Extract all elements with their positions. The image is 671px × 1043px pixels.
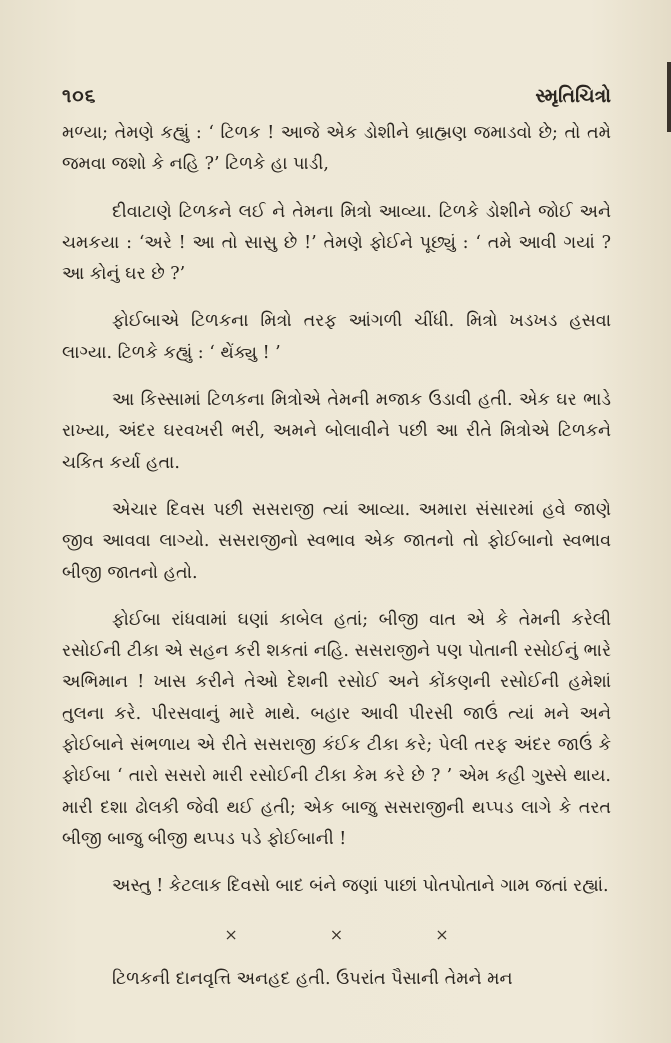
section-separator — [62, 919, 611, 950]
paragraph-1: મળ્યા; તેમણે કહ્યું : ‘ ટિળક ! આજે એક ડોશીને બ્રાહ્મણ જમાડવો છે; તો તમે જમવા જશો કે નહિ ?’ ટિળકે હા પાડી, — [62, 123, 611, 175]
body-text — [62, 118, 611, 1011]
paragraph-2: દીવાટાણે ટિળકને લઈ ને તેમના મિત્રો આવ્યા. ટિળકે ડોશીને જોઈ અને ચમકયા : ‘અરે ! આ તો સાસુ છે !’ તેમણે ફોઈને પૂછ્યું : ‘ તમે આવી ગયાં ? આ કોનું ઘર છે ?’ — [62, 201, 611, 285]
separator-mark: × — [329, 924, 344, 944]
paragraph-7: અસ્તુ ! કેટલાક દિવસો બાદ બંને જણાં પાછાં પોતપોતાને ગામ જતાં રહ્યાં. — [112, 876, 609, 897]
paragraph-8: ટિળકની દાનવૃત્તિ અનહદ હતી. ઉપરાંત પૈસાની તેમને મન — [112, 968, 513, 989]
paragraph-4: આ કિસ્સામાં ટિળકના મિત્રોએ તેમની મજાક ઉડાવી હતી. એક ઘર ભાડે રાખ્યા, અંદર ઘરવખરી ભરી, અમને બોલાવીને પછી આ રીતે મિત્રોએ ટિળકને ચકિત કર્યા હતા. — [62, 390, 611, 473]
paragraph-5: એચાર દિવસ પછી સસરાજી ત્યાં આવ્યા. અમારા સંસારમાં હવે જાણે જીવ આવવા લાગ્યો. સસરાજીનો સ્વભાવ એક જાતનો તો ફોઈબાનો સ્વભાવ બીજી જાતનો હતો. — [62, 499, 611, 583]
page-edge-mark — [667, 62, 671, 132]
page-header — [62, 82, 611, 110]
page-number: ૧૦૬ — [62, 85, 97, 107]
separator-mark: × — [224, 924, 238, 944]
paragraph-3: ફોઈબાએ ટિળકના મિત્રો તરફ આંગળી ચીંધી. મિત્રો ખડખડ હસવા લાગ્યા. ટિળકે કહ્યું : ‘ થેંક્યુ ! ’ — [62, 311, 611, 363]
separator-mark: × — [435, 924, 449, 944]
paragraph-6: ફોઈબા રાંધવામાં ઘણાં કાબેલ હતાં; બીજી વાત એ કે તેમની કરેલી રસોઈની ટીકા એ સહન કરી શકતાં નહિ. સસરાજીને પણ પોતાની રસોઈનું ભારે અભિમાન ! ખાસ કરીને તેઓ દેશની રસોઈ અને કોંકણની રસોઈની હમેશાં તુલના કરે. પીરસવાનું મારે માથે. બહાર આવી પીરસી જાઉં ત્યાં મને અને ફોઈબાને સંભળાય એ રીતે સસરાજી કંઈક ટીકા કરે; પેલી તરફ અંદર જાઉં કે ફોઈબા ‘ તારો સસરો મારી રસોઈની ટીકા કેમ કરે છે ? ’ એમ કહી ગુસ્સે થાય. મારી દશા ઢોલકી જેવી થઈ હતી; એક બાજુ સસરાજીની થપ્પડ લાગે કે તરત બીજી બાજુ બીજી થપ્પડ પડે ફોઈબાની ! — [62, 609, 611, 849]
running-title: સ્મૃતિચિત્રો — [535, 85, 611, 107]
